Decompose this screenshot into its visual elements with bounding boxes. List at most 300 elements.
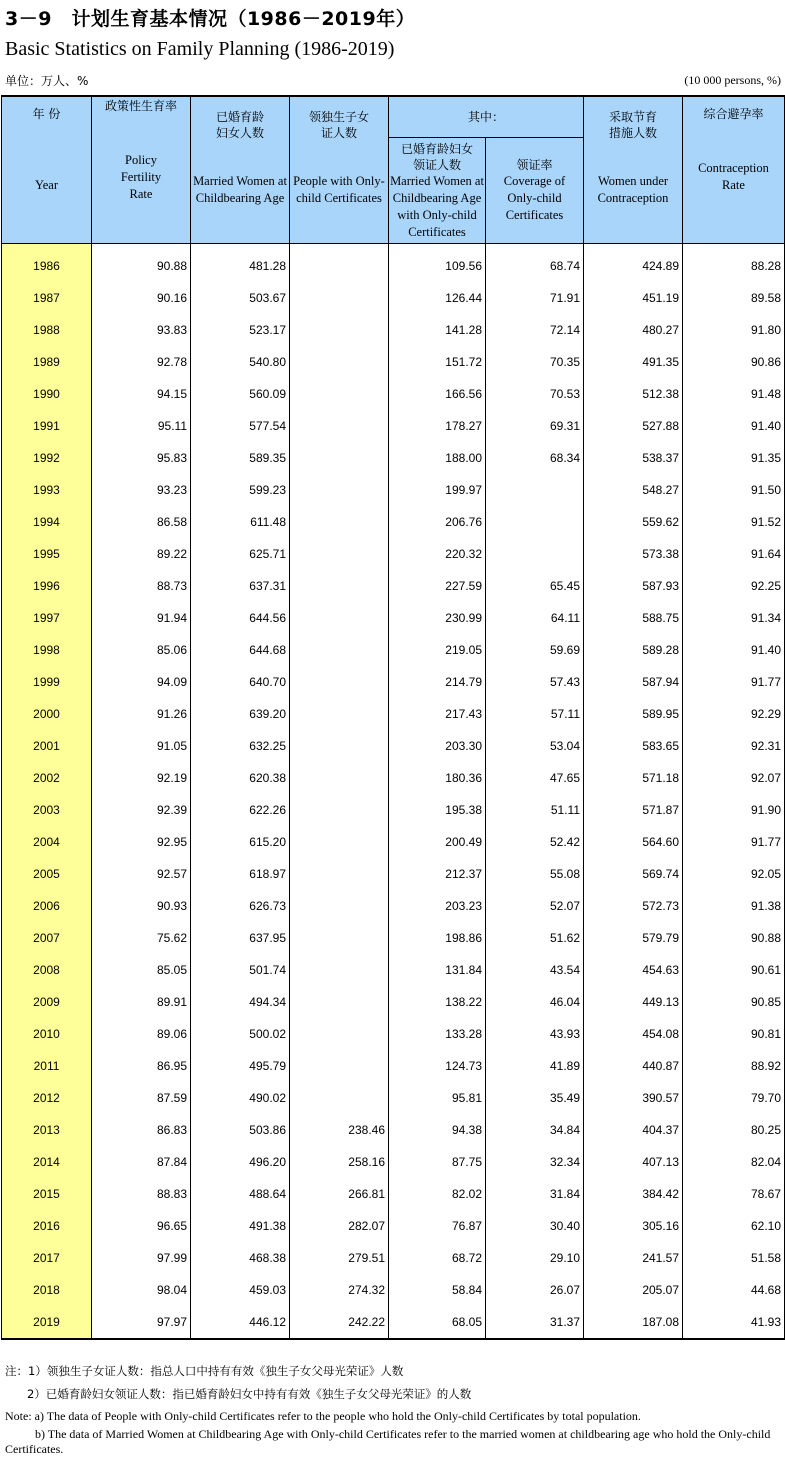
women-under-contraception-cell: 587.94 (584, 666, 683, 698)
women-under-contraception-cell: 569.74 (584, 858, 683, 890)
only-child-people-cell (290, 826, 389, 858)
policy-fertility-rate-cell: 88.83 (92, 1178, 191, 1210)
married-women-cell: 632.25 (191, 730, 290, 762)
table-row (2, 698, 785, 730)
table-row (2, 1242, 785, 1274)
header-year-cn: 年 份 (32, 107, 61, 121)
married-with-certificates-cell: 138.22 (389, 986, 486, 1018)
coverage-cell: 68.34 (486, 442, 584, 474)
policy-fertility-rate-cell: 97.97 (92, 1306, 191, 1339)
married-women-cell: 488.64 (191, 1178, 290, 1210)
married-women-cell: 622.26 (191, 794, 290, 826)
coverage-cell: 29.10 (486, 1242, 584, 1274)
contraception-rate-cell: 88.28 (683, 244, 785, 283)
policy-fertility-rate-cell: 92.39 (92, 794, 191, 826)
only-child-people-cell: 242.22 (290, 1306, 389, 1339)
year-cell: 1996 (2, 570, 92, 602)
contraception-rate-cell: 51.58 (683, 1242, 785, 1274)
contraception-rate-cell: 91.34 (683, 602, 785, 634)
women-under-contraception-cell: 187.08 (584, 1306, 683, 1339)
women-under-contraception-cell: 588.75 (584, 602, 683, 634)
coverage-cell: 55.08 (486, 858, 584, 890)
women-under-contraception-cell: 583.65 (584, 730, 683, 762)
women-under-contraception-cell: 205.07 (584, 1274, 683, 1306)
table-row (2, 826, 785, 858)
only-child-people-cell (290, 762, 389, 794)
contraception-rate-cell: 92.29 (683, 698, 785, 730)
only-child-people-cell (290, 986, 389, 1018)
coverage-cell: 71.91 (486, 282, 584, 314)
contraception-rate-cell: 91.38 (683, 890, 785, 922)
women-under-contraception-cell: 589.28 (584, 634, 683, 666)
table-header (2, 96, 785, 244)
married-with-certificates-cell: 227.59 (389, 570, 486, 602)
policy-fertility-rate-cell: 86.83 (92, 1114, 191, 1146)
contraception-rate-cell: 91.64 (683, 538, 785, 570)
married-with-certificates-cell: 131.84 (389, 954, 486, 986)
contraception-rate-cell: 41.93 (683, 1306, 785, 1339)
year-cell: 1993 (2, 474, 92, 506)
header-policy-fertility-rate (92, 96, 191, 244)
policy-fertility-rate-cell: 92.78 (92, 346, 191, 378)
married-women-cell: 503.86 (191, 1114, 290, 1146)
coverage-cell: 31.37 (486, 1306, 584, 1339)
header-among-cn: 其中： (468, 110, 505, 125)
year-cell: 2010 (2, 1018, 92, 1050)
year-cell: 1994 (2, 506, 92, 538)
table-row (2, 666, 785, 698)
table-row (2, 1210, 785, 1242)
married-with-certificates-cell: 198.86 (389, 922, 486, 954)
table-row (2, 410, 785, 442)
year-cell: 2016 (2, 1210, 92, 1242)
married-women-cell: 503.67 (191, 282, 290, 314)
only-child-people-cell (290, 698, 389, 730)
married-women-cell: 611.48 (191, 506, 290, 538)
married-women-cell: 481.28 (191, 244, 290, 283)
only-child-people-cell: 238.46 (290, 1114, 389, 1146)
table-row (2, 762, 785, 794)
table-row (2, 634, 785, 666)
only-child-people-cell (290, 244, 389, 283)
policy-fertility-rate-cell: 91.05 (92, 730, 191, 762)
coverage-cell: 70.53 (486, 378, 584, 410)
coverage-cell: 26.07 (486, 1274, 584, 1306)
only-child-people-cell (290, 442, 389, 474)
header-among (389, 96, 584, 138)
only-child-people-cell (290, 378, 389, 410)
women-under-contraception-cell: 512.38 (584, 378, 683, 410)
policy-fertility-rate-cell: 92.57 (92, 858, 191, 890)
only-child-people-cell (290, 282, 389, 314)
table-row (2, 378, 785, 410)
women-under-contraception-cell: 589.95 (584, 698, 683, 730)
women-under-contraception-cell: 491.35 (584, 346, 683, 378)
married-with-certificates-cell: 126.44 (389, 282, 486, 314)
policy-fertility-rate-cell: 89.22 (92, 538, 191, 570)
header-contra-rate-cn: 综合避孕率 (703, 107, 764, 121)
table-row (2, 282, 785, 314)
header-coverage-en: Coverage of Only-child Certificates (503, 174, 566, 223)
table-row (2, 858, 785, 890)
contraception-rate-cell: 91.48 (683, 378, 785, 410)
married-with-certificates-cell: 166.56 (389, 378, 486, 410)
policy-fertility-rate-cell: 86.58 (92, 506, 191, 538)
married-women-cell: 560.09 (191, 378, 290, 410)
married-with-certificates-cell: 214.79 (389, 666, 486, 698)
married-with-certificates-cell: 133.28 (389, 1018, 486, 1050)
table-row (2, 1306, 785, 1339)
contraception-rate-cell: 91.50 (683, 474, 785, 506)
year-cell: 1987 (2, 282, 92, 314)
only-child-people-cell (290, 314, 389, 346)
contraception-rate-cell: 91.40 (683, 634, 785, 666)
policy-fertility-rate-cell: 91.26 (92, 698, 191, 730)
policy-fertility-rate-cell: 95.83 (92, 442, 191, 474)
married-with-certificates-cell: 203.23 (389, 890, 486, 922)
coverage-cell: 53.04 (486, 730, 584, 762)
only-child-people-cell (290, 858, 389, 890)
table-row (2, 954, 785, 986)
married-with-certificates-cell: 76.87 (389, 1210, 486, 1242)
policy-fertility-rate-cell: 90.16 (92, 282, 191, 314)
header-married-women (191, 96, 290, 244)
women-under-contraception-cell: 241.57 (584, 1242, 683, 1274)
married-with-certificates-cell: 188.00 (389, 442, 486, 474)
contraception-rate-cell: 91.77 (683, 826, 785, 858)
married-women-cell: 626.73 (191, 890, 290, 922)
coverage-cell: 69.31 (486, 410, 584, 442)
married-with-certificates-cell: 68.05 (389, 1306, 486, 1339)
only-child-people-cell (290, 954, 389, 986)
coverage-cell: 72.14 (486, 314, 584, 346)
coverage-cell: 41.89 (486, 1050, 584, 1082)
married-women-cell: 625.71 (191, 538, 290, 570)
married-with-certificates-cell: 68.72 (389, 1242, 486, 1274)
policy-fertility-rate-cell: 94.09 (92, 666, 191, 698)
coverage-cell: 35.49 (486, 1082, 584, 1114)
contraception-rate-cell: 82.04 (683, 1146, 785, 1178)
contraception-rate-cell: 79.70 (683, 1082, 785, 1114)
policy-fertility-rate-cell: 97.99 (92, 1242, 191, 1274)
married-women-cell: 500.02 (191, 1018, 290, 1050)
women-under-contraception-cell: 424.89 (584, 244, 683, 283)
women-under-contraception-cell: 384.42 (584, 1178, 683, 1210)
header-year-en: Year (34, 178, 59, 192)
contraception-rate-cell: 91.35 (683, 442, 785, 474)
contraception-rate-cell: 91.40 (683, 410, 785, 442)
note-cn-2: 2）已婚育龄妇女领证人数：指已婚育龄妇女中持有有效《独生子女父母光荣证》的人数 (27, 1387, 472, 1401)
coverage-cell: 52.42 (486, 826, 584, 858)
women-under-contraception-cell: 548.27 (584, 474, 683, 506)
policy-fertility-rate-cell: 87.84 (92, 1146, 191, 1178)
year-cell: 2015 (2, 1178, 92, 1210)
only-child-people-cell (290, 538, 389, 570)
married-with-certificates-cell: 206.76 (389, 506, 486, 538)
only-child-people-cell (290, 506, 389, 538)
note-en-a: Note: a) The data of People with Only-child Certificates refer to the people who hold the Only-child Certificates by total population. (5, 1409, 641, 1423)
table-row (2, 922, 785, 954)
year-cell: 2005 (2, 858, 92, 890)
year-cell: 2008 (2, 954, 92, 986)
coverage-cell: 32.34 (486, 1146, 584, 1178)
married-with-certificates-cell: 141.28 (389, 314, 486, 346)
married-women-cell: 599.23 (191, 474, 290, 506)
coverage-cell: 30.40 (486, 1210, 584, 1242)
married-women-cell: 501.74 (191, 954, 290, 986)
only-child-people-cell (290, 666, 389, 698)
women-under-contraception-cell: 451.19 (584, 282, 683, 314)
unit-label-chinese: 单位：万人、% (5, 74, 89, 88)
table-row (2, 442, 785, 474)
women-under-contraception-cell: 564.60 (584, 826, 683, 858)
header-policy-cn: 政策性生育率 (104, 98, 177, 113)
only-child-people-cell (290, 890, 389, 922)
married-with-certificates-cell: 178.27 (389, 410, 486, 442)
coverage-cell: 34.84 (486, 1114, 584, 1146)
only-child-people-cell (290, 1082, 389, 1114)
year-cell: 1986 (2, 244, 92, 283)
married-women-cell: 495.79 (191, 1050, 290, 1082)
table-row (2, 1146, 785, 1178)
policy-fertility-rate-cell: 92.19 (92, 762, 191, 794)
married-with-certificates-cell: 217.43 (389, 698, 486, 730)
table-row (2, 570, 785, 602)
year-cell: 2004 (2, 826, 92, 858)
coverage-cell (486, 474, 584, 506)
year-cell: 1995 (2, 538, 92, 570)
contraception-rate-cell: 90.86 (683, 346, 785, 378)
contraception-rate-cell: 89.58 (683, 282, 785, 314)
policy-fertility-rate-cell: 93.23 (92, 474, 191, 506)
women-under-contraception-cell: 538.37 (584, 442, 683, 474)
only-child-people-cell (290, 474, 389, 506)
year-cell: 2017 (2, 1242, 92, 1274)
header-contra-women-en: Women under Contraception (597, 174, 669, 205)
table-row (2, 1178, 785, 1210)
women-under-contraception-cell: 454.63 (584, 954, 683, 986)
women-under-contraception-cell: 404.37 (584, 1114, 683, 1146)
contraception-rate-cell: 90.85 (683, 986, 785, 1018)
table-row (2, 1274, 785, 1306)
year-cell: 2000 (2, 698, 92, 730)
header-year (2, 96, 92, 244)
table-row (2, 1114, 785, 1146)
year-cell: 2012 (2, 1082, 92, 1114)
women-under-contraception-cell: 390.57 (584, 1082, 683, 1114)
only-child-people-cell (290, 794, 389, 826)
year-cell: 1989 (2, 346, 92, 378)
header-policy-en: Policy Fertility Rate (120, 152, 162, 201)
table-title-chinese: 3－9 计划生育基本情况（1986－2019年） (5, 8, 416, 30)
table-row (2, 506, 785, 538)
only-child-people-cell: 282.07 (290, 1210, 389, 1242)
year-cell: 2009 (2, 986, 92, 1018)
women-under-contraception-cell: 527.88 (584, 410, 683, 442)
married-women-cell: 637.31 (191, 570, 290, 602)
year-cell: 2014 (2, 1146, 92, 1178)
year-cell: 2001 (2, 730, 92, 762)
contraception-rate-cell: 90.61 (683, 954, 785, 986)
coverage-cell: 46.04 (486, 986, 584, 1018)
coverage-cell: 68.74 (486, 244, 584, 283)
coverage-cell (486, 506, 584, 538)
table-row (2, 346, 785, 378)
married-women-cell: 446.12 (191, 1306, 290, 1339)
married-women-cell: 540.80 (191, 346, 290, 378)
married-women-cell: 577.54 (191, 410, 290, 442)
only-child-people-cell (290, 634, 389, 666)
year-cell: 2018 (2, 1274, 92, 1306)
only-child-people-cell: 258.16 (290, 1146, 389, 1178)
married-with-certificates-cell: 195.38 (389, 794, 486, 826)
only-child-people-cell (290, 1050, 389, 1082)
married-women-cell: 637.95 (191, 922, 290, 954)
contraception-rate-cell: 44.68 (683, 1274, 785, 1306)
coverage-cell: 70.35 (486, 346, 584, 378)
women-under-contraception-cell: 571.87 (584, 794, 683, 826)
policy-fertility-rate-cell: 96.65 (92, 1210, 191, 1242)
married-women-cell: 494.34 (191, 986, 290, 1018)
year-cell: 2003 (2, 794, 92, 826)
table-row (2, 1082, 785, 1114)
header-only-child-people (290, 96, 389, 244)
only-child-people-cell (290, 1018, 389, 1050)
year-cell: 2006 (2, 890, 92, 922)
contraception-rate-cell: 88.92 (683, 1050, 785, 1082)
women-under-contraception-cell: 559.62 (584, 506, 683, 538)
header-married-with-certificates (389, 138, 486, 244)
married-women-cell: 496.20 (191, 1146, 290, 1178)
married-with-certificates-cell: 87.75 (389, 1146, 486, 1178)
coverage-cell: 57.11 (486, 698, 584, 730)
women-under-contraception-cell: 449.13 (584, 986, 683, 1018)
married-women-cell: 644.56 (191, 602, 290, 634)
table-row (2, 602, 785, 634)
women-under-contraception-cell: 571.18 (584, 762, 683, 794)
only-child-people-cell (290, 730, 389, 762)
coverage-cell: 51.62 (486, 922, 584, 954)
contraception-rate-cell: 90.88 (683, 922, 785, 954)
table-row (2, 244, 785, 283)
only-child-people-cell (290, 346, 389, 378)
header-contra-rate-en: Contraception Rate (698, 161, 769, 192)
married-women-cell: 589.35 (191, 442, 290, 474)
only-child-people-cell (290, 570, 389, 602)
women-under-contraception-cell: 573.38 (584, 538, 683, 570)
contraception-rate-cell: 92.25 (683, 570, 785, 602)
coverage-cell: 43.54 (486, 954, 584, 986)
header-married-cn: 已婚育龄妇女人数 (215, 110, 264, 140)
contraception-rate-cell: 92.07 (683, 762, 785, 794)
year-cell: 1990 (2, 378, 92, 410)
year-cell: 2011 (2, 1050, 92, 1082)
married-women-cell: 618.97 (191, 858, 290, 890)
year-cell: 1991 (2, 410, 92, 442)
coverage-cell: 47.65 (486, 762, 584, 794)
only-child-people-cell: 266.81 (290, 1178, 389, 1210)
policy-fertility-rate-cell: 89.06 (92, 1018, 191, 1050)
married-with-certificates-cell: 200.49 (389, 826, 486, 858)
contraception-rate-cell: 91.90 (683, 794, 785, 826)
coverage-cell: 57.43 (486, 666, 584, 698)
table-row (2, 474, 785, 506)
policy-fertility-rate-cell: 85.05 (92, 954, 191, 986)
married-women-cell: 490.02 (191, 1082, 290, 1114)
header-married-cert-cn: 已婚育龄妇女领证人数 (400, 141, 473, 172)
married-with-certificates-cell: 58.84 (389, 1274, 486, 1306)
married-women-cell: 620.38 (191, 762, 290, 794)
policy-fertility-rate-cell: 85.06 (92, 634, 191, 666)
contraception-rate-cell: 78.67 (683, 1178, 785, 1210)
married-with-certificates-cell: 219.05 (389, 634, 486, 666)
only-child-people-cell (290, 922, 389, 954)
married-with-certificates-cell: 212.37 (389, 858, 486, 890)
married-with-certificates-cell: 199.97 (389, 474, 486, 506)
only-child-people-cell: 279.51 (290, 1242, 389, 1274)
policy-fertility-rate-cell: 75.62 (92, 922, 191, 954)
year-cell: 2007 (2, 922, 92, 954)
married-women-cell: 468.38 (191, 1242, 290, 1274)
women-under-contraception-cell: 572.73 (584, 890, 683, 922)
year-cell: 2013 (2, 1114, 92, 1146)
married-with-certificates-cell: 180.36 (389, 762, 486, 794)
header-women-under-contraception (584, 96, 683, 244)
header-people-cn: 领独生子女证人数 (308, 110, 369, 140)
married-women-cell: 615.20 (191, 826, 290, 858)
women-under-contraception-cell: 305.16 (584, 1210, 683, 1242)
married-women-cell: 644.68 (191, 634, 290, 666)
header-married-en: Married Women at Childbearing Age (193, 174, 287, 205)
year-cell: 1992 (2, 442, 92, 474)
table-row (2, 730, 785, 762)
policy-fertility-rate-cell: 89.91 (92, 986, 191, 1018)
table-row (2, 986, 785, 1018)
married-women-cell: 459.03 (191, 1274, 290, 1306)
table-title-english: Basic Statistics on Family Planning (1986-2019) (5, 38, 395, 60)
women-under-contraception-cell: 587.93 (584, 570, 683, 602)
married-with-certificates-cell: 203.30 (389, 730, 486, 762)
coverage-cell: 59.69 (486, 634, 584, 666)
married-women-cell: 639.20 (191, 698, 290, 730)
header-coverage (486, 138, 584, 244)
coverage-cell: 43.93 (486, 1018, 584, 1050)
married-women-cell: 523.17 (191, 314, 290, 346)
family-planning-table (1, 95, 785, 1340)
policy-fertility-rate-cell: 90.93 (92, 890, 191, 922)
married-with-certificates-cell: 220.32 (389, 538, 486, 570)
table-row (2, 890, 785, 922)
married-with-certificates-cell: 94.38 (389, 1114, 486, 1146)
header-coverage-cn: 领证率 (516, 158, 553, 173)
women-under-contraception-cell: 480.27 (584, 314, 683, 346)
policy-fertility-rate-cell: 91.94 (92, 602, 191, 634)
policy-fertility-rate-cell: 93.83 (92, 314, 191, 346)
year-cell: 1998 (2, 634, 92, 666)
policy-fertility-rate-cell: 87.59 (92, 1082, 191, 1114)
note-en-b: b) The data of Married Women at Childbearing Age with Only-child Certificates refer to the married women at childbearing age who hold the Only-child Certificates. (5, 1427, 771, 1456)
only-child-people-cell (290, 410, 389, 442)
coverage-cell: 65.45 (486, 570, 584, 602)
policy-fertility-rate-cell: 95.11 (92, 410, 191, 442)
year-cell: 1988 (2, 314, 92, 346)
policy-fertility-rate-cell: 90.88 (92, 244, 191, 283)
table-row (2, 538, 785, 570)
women-under-contraception-cell: 407.13 (584, 1146, 683, 1178)
women-under-contraception-cell: 454.08 (584, 1018, 683, 1050)
policy-fertility-rate-cell: 92.95 (92, 826, 191, 858)
coverage-cell: 64.11 (486, 602, 584, 634)
